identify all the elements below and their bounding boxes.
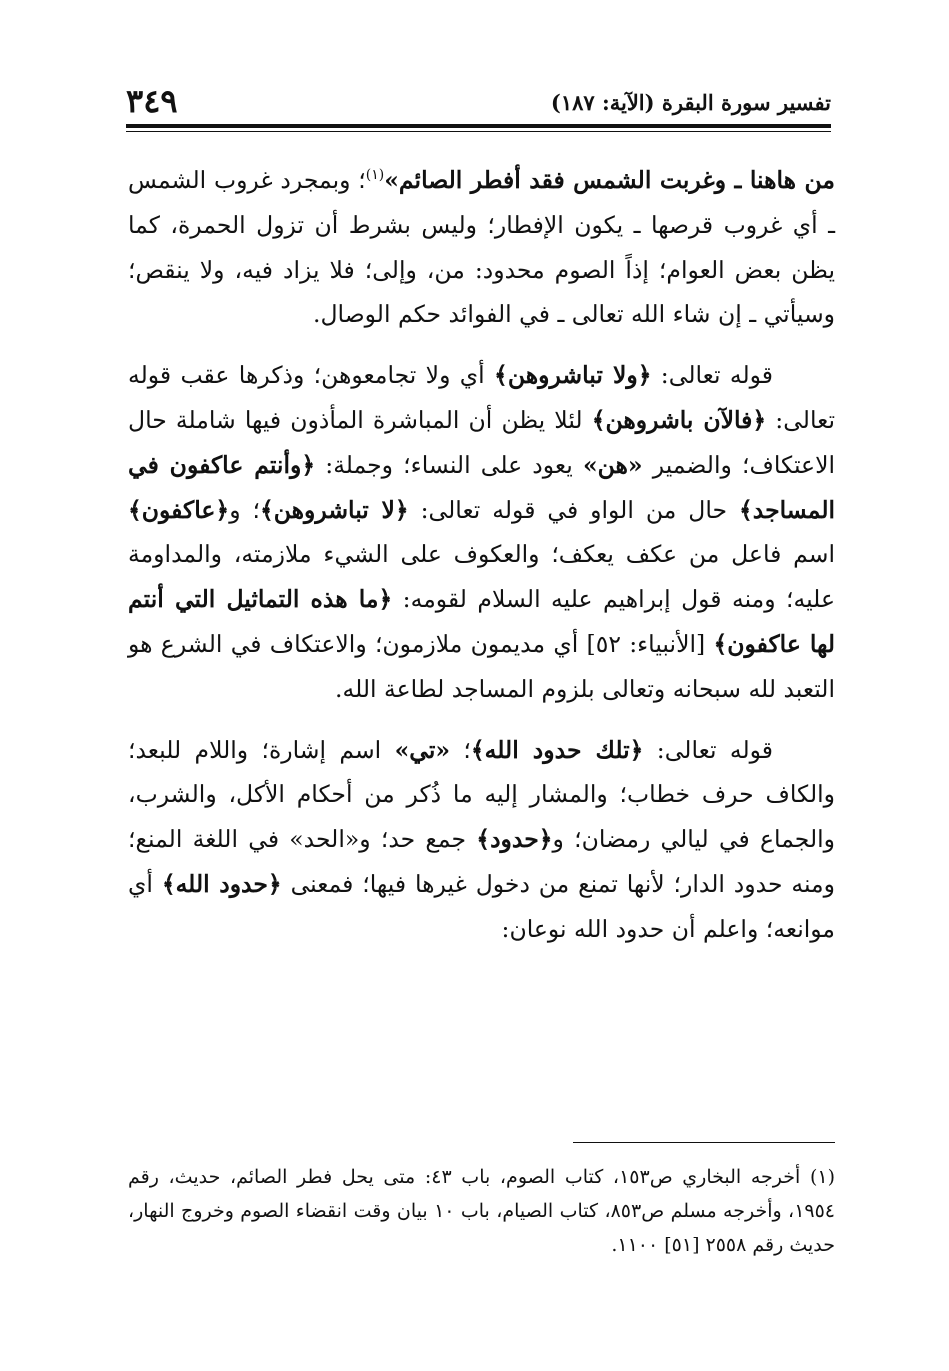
header-rule-thin (126, 131, 831, 132)
text-segment: حال من الواو في قوله تعالى: (408, 495, 739, 524)
paragraph-1 (128, 158, 835, 337)
bold-text-segment: ﴿عاكفون﴾ (128, 495, 230, 524)
footnote-1: (١) أخرجه البخاري ص١٥٣، كتاب الصوم، باب ٤٣: متى يحل فطر الصائم، حديث، رقم ١٩٥٤، وأخرجه مسلم ص٨٥٣، كتاب الصيام، باب ١٠ بيان وقت انقضاء الصوم وخروج النهار، حديث رقم ٢٥٥٨ [٥١] ١١٠٠. (128, 1166, 836, 1256)
bold-text-segment: ﴿فالآن باشروهن﴾ (591, 405, 767, 434)
running-title: تفسير سورة البقرة (الآية: ١٨٧) (550, 90, 831, 115)
text-segment: جمع حد؛ و«الحد» في اللغة المنع؛ ومنه حدود الدار؛ لأنها تمنع من دخول غيرها فيها؛ فمعنى (128, 825, 835, 898)
bold-text-segment: من هاهنا ـ وغربت الشمس فقد أفطر الصائم» (384, 166, 835, 194)
footnote (128, 1160, 835, 1262)
text-segment: لئلا يظن أن المباشرة المأذون فيها شاملة حال الاعتكاف؛ والضمير (128, 405, 836, 479)
text-segment: أي موانعه؛ واعلم أن حدود الله نوعان: (128, 869, 835, 943)
page-header (126, 82, 831, 122)
text-segment: أي ولا تجامعوهن؛ وذكرها عقب قوله تعالى: (128, 361, 835, 434)
main-text (128, 158, 835, 952)
text-segment: قوله تعالى: (651, 361, 773, 390)
text-segment: [الأنبياء: ٥٢] أي مديمون ملازمون؛ والاعتكاف في الشرع هو التعبد لله سبحانه وتعالى بلزوم المساجد لطاعة الله. (128, 629, 835, 703)
bold-text-segment: «هن» (582, 450, 643, 479)
bold-text-segment: ﴿وأنتم عاكفون في المساجد﴾ (128, 450, 836, 524)
text-segment: ؛ و (229, 495, 260, 524)
text-segment: ؛ وبمجرد غروب الشمس ـ أي غروب قرصها ـ يكون الإفطار؛ وليس بشرط أن تزول الحمرة، كما يظن بعض العوام؛ إذاً الصوم محدود: من، وإلى؛ فلا يزاد فيه، ولا ينقص؛ وسيأتي ـ إن شاء الله تعالى ـ في الفوائد حكم الوصال. (128, 166, 835, 329)
text-segment: يعود على النساء؛ وجملة: (315, 450, 583, 479)
footnote-separator (573, 1142, 835, 1143)
bold-text-segment: «تي» (394, 735, 451, 764)
bold-text-segment: ﴿تلك حدود الله﴾ (470, 735, 644, 764)
header-rule-thick (126, 124, 831, 128)
bold-text-segment: ﴿لا تباشروهن﴾ (259, 495, 409, 524)
bold-text-segment: ﴿حدود الله﴾ (161, 869, 282, 898)
text-segment: اسم إشارة؛ واللام للبعد؛ والكاف حرف خطاب؛ والمشار إليه ما ذُكر من أحكام الأكل، والشرب، والجماع في ليالي رمضان؛ و (128, 735, 836, 854)
paragraph-3 (128, 728, 835, 952)
text-segment: ؛ (450, 735, 471, 764)
paragraph-2 (128, 353, 835, 711)
bold-text-segment: ﴿ولا تباشروهن﴾ (494, 361, 652, 390)
text-segment: قوله تعالى: (643, 735, 773, 764)
bold-text-segment: ﴿حدود﴾ (476, 825, 553, 854)
bold-text-segment: ﴿ما هذه التماثيل التي أنتم لها عاكفون﴾ (128, 585, 835, 658)
page-number: ٣٤٩ (126, 82, 178, 120)
text-segment: اسم فاعل من عكف يعكف؛ والعكوف على الشيء ملازمته، والمداومة عليه؛ ومنه قول إبراهيم عليه السلام لقومه: (128, 540, 835, 614)
footnote-reference: (١) (365, 167, 385, 184)
